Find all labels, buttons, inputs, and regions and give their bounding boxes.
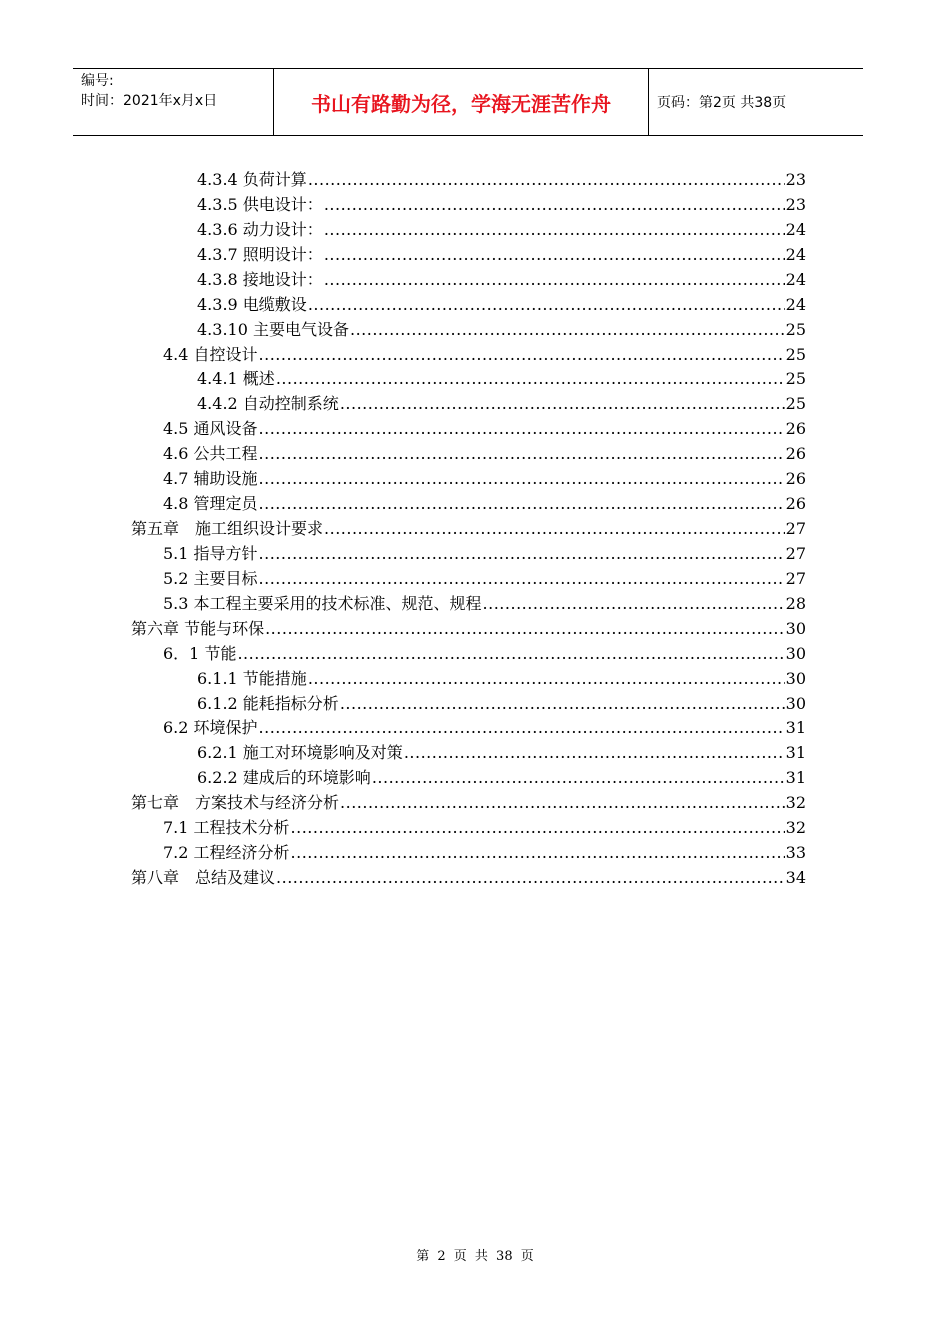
toc-entry-title: 7.2 工程经济分析 [163,843,290,863]
toc-dot-leader [324,268,785,292]
toc-entry-title: 4.6 公共工程 [163,444,258,464]
toc-entry[interactable] [163,343,806,367]
document-number-label: 编号: [81,73,114,89]
toc-dot-leader [324,243,785,267]
toc-dot-leader [350,318,785,342]
toc-entry-title: 6．1 节能 [163,643,237,663]
toc-entry-title: 6.1.1 节能措施 [197,668,307,688]
toc-entry-page: 32 [785,818,806,838]
toc-entry-page: 25 [785,369,806,389]
toc-entry[interactable] [197,667,806,691]
toc-entry-title: 4.3.8 接地设计： [197,269,323,289]
toc-entry[interactable] [163,841,806,865]
toc-entry-page: 28 [785,593,806,613]
toc-entry-title: 5.2 主要目标 [163,568,258,588]
toc-entry[interactable] [163,442,806,466]
toc-dot-leader [276,367,785,391]
toc-entry[interactable] [197,268,806,292]
toc-dot-leader [259,567,785,591]
toc-entry-page: 27 [785,543,806,563]
header-meta [73,69,274,135]
toc-entry[interactable] [163,716,806,740]
toc-entry-page: 26 [785,494,806,514]
toc-entry[interactable] [163,592,806,616]
toc-entry[interactable] [163,417,806,441]
toc-entry-page: 30 [785,693,806,713]
toc-entry-page: 30 [785,618,806,638]
toc-entry[interactable] [163,467,806,491]
toc-entry-page: 24 [785,244,806,264]
toc-entry-page: 33 [785,843,806,863]
toc-entry-page: 32 [785,793,806,813]
toc-entry-title: 7.1 工程技术分析 [163,818,290,838]
toc-entry-page: 30 [785,668,806,688]
toc-entry-title: 第八章 总结及建议 [131,868,276,888]
toc-dot-leader [259,467,785,491]
toc-entry-page: 25 [785,319,806,339]
toc-entry-page: 24 [785,269,806,289]
toc-entry-title: 4.3.10 主要电气设备 [197,319,349,339]
toc-entry[interactable] [197,218,806,242]
toc-entry-title: 4.4.1 概述 [197,369,275,389]
toc-entry-page: 24 [785,219,806,239]
toc-entry[interactable] [197,392,806,416]
toc-dot-leader [259,343,785,367]
toc-entry-title: 4.3.5 供电设计： [197,194,323,214]
toc-entry-page: 31 [785,768,806,788]
toc-entry-title: 4.4.2 自动控制系统 [197,394,339,414]
toc-dot-leader [237,642,784,666]
toc-entry[interactable] [131,791,806,815]
toc-dot-leader [259,417,785,441]
toc-entry[interactable] [197,766,806,790]
toc-entry[interactable] [197,193,806,217]
toc-entry-page: 25 [785,344,806,364]
toc-entry[interactable] [131,517,806,541]
toc-entry-page: 27 [785,519,806,539]
toc-dot-leader [265,617,785,641]
toc-dot-leader [404,741,785,765]
toc-dot-leader [291,816,785,840]
toc-entry[interactable] [163,492,806,516]
toc-dot-leader [276,866,785,890]
toc-entry-title: 4.8 管理定员 [163,494,258,514]
toc-entry-page: 25 [785,394,806,414]
toc-entry-page: 34 [785,868,806,888]
toc-entry[interactable] [131,866,806,890]
toc-entry-page: 31 [785,718,806,738]
toc-entry[interactable] [197,243,806,267]
toc-dot-leader [340,692,785,716]
toc-entry-page: 27 [785,568,806,588]
toc-entry-page: 23 [785,194,806,214]
toc-entry-title: 5.3 本工程主要采用的技术标准、规范、规程 [163,593,482,613]
toc-dot-leader [291,841,785,865]
header-page-info: 页码：第2页 共38页 [657,95,787,111]
toc-entry-title: 6.2.1 施工对环境影响及对策 [197,743,403,763]
toc-entry-title: 4.3.6 动力设计： [197,219,323,239]
toc-entry[interactable] [163,567,806,591]
toc-entry-page: 26 [785,469,806,489]
toc-entry-title: 6.2.2 建成后的环境影响 [197,768,371,788]
toc-entry[interactable] [163,542,806,566]
toc-entry-title: 4.4 自控设计 [163,344,258,364]
toc-entry[interactable] [197,692,806,716]
toc-entry-page: 30 [785,643,806,663]
toc-entry-page: 26 [785,419,806,439]
toc-dot-leader [324,517,785,541]
toc-entry-title: 4.3.4 负荷计算 [197,170,307,189]
toc-entry-title: 4.3.7 照明设计： [197,244,323,264]
toc-dot-leader [308,667,785,691]
toc-entry-title: 4.7 辅助设施 [163,469,258,489]
toc-dot-leader [259,492,785,516]
toc-dot-leader [372,766,785,790]
toc-entry-title: 4.3.9 电缆敷设 [197,294,307,314]
toc-dot-leader [340,392,785,416]
page-footer: 第 2 页 共 38 页 [416,1249,534,1264]
toc-entry[interactable] [163,642,806,666]
toc-dot-leader [324,193,785,217]
toc-entry-title: 第六章 节能与环保 [131,618,265,638]
toc-entry-page: 23 [785,170,806,189]
toc-dot-leader [324,218,785,242]
toc-entry-page: 24 [785,294,806,314]
toc-entry[interactable] [163,816,806,840]
toc-entry[interactable] [197,293,806,317]
toc-entry[interactable] [197,168,806,192]
page-header [73,68,863,136]
toc-entry-title: 第五章 施工组织设计要求 [131,519,324,539]
toc-dot-leader [483,592,785,616]
toc-entry[interactable] [131,617,806,641]
toc-dot-leader [308,168,785,192]
toc-entry[interactable] [197,318,806,342]
toc-entry-title: 4.5 通风设备 [163,419,258,439]
toc-entry-title: 6.2 环境保护 [163,718,258,738]
toc-dot-leader [259,542,785,566]
toc-entry-page: 31 [785,743,806,763]
toc-entry-title: 第七章 方案技术与经济分析 [131,793,340,813]
toc-entry-page: 26 [785,444,806,464]
toc-dot-leader [308,293,785,317]
toc-entry-title: 5.1 指导方针 [163,543,258,563]
header-slogan: 书山有路勤为径，学海无涯苦作舟 [274,69,649,135]
toc-dot-leader [259,442,785,466]
toc-dot-leader [259,716,785,740]
toc-entry[interactable] [197,367,806,391]
toc-dot-leader [340,791,785,815]
toc-entry-title: 6.1.2 能耗指标分析 [197,693,339,713]
document-date: 时间：2021年x月x日 [81,93,218,109]
toc-entry[interactable] [197,741,806,765]
